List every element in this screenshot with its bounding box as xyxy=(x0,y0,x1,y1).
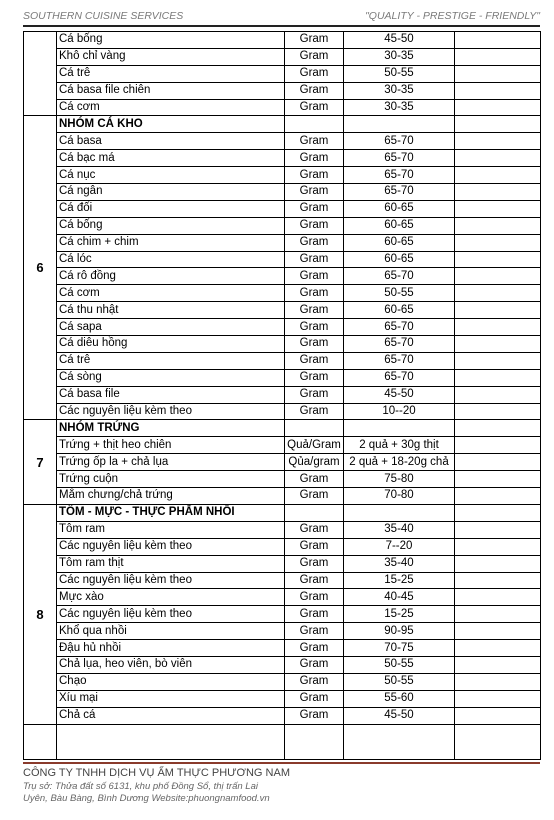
quantity-cell: 75-80 xyxy=(344,471,455,488)
quantity-cell: 50-55 xyxy=(344,673,455,690)
quantity-cell: 2 quả + 18-20g chả xyxy=(344,454,455,471)
table-row xyxy=(24,268,541,285)
note-cell xyxy=(455,184,541,201)
item-name: Cá nục xyxy=(57,167,285,184)
unit-cell: Gram xyxy=(285,234,344,251)
item-name: Cá bống xyxy=(57,32,285,49)
note-cell xyxy=(455,572,541,589)
unit-cell: Gram xyxy=(285,48,344,65)
unit-cell: Gram xyxy=(285,606,344,623)
unit-cell: Gram xyxy=(285,285,344,302)
table-row xyxy=(24,200,541,217)
note-cell xyxy=(455,555,541,572)
unit-cell: Gram xyxy=(285,251,344,268)
page-header xyxy=(23,10,540,24)
item-name: Các nguyên liệu kèm theo xyxy=(57,538,285,555)
note-cell xyxy=(455,82,541,99)
item-name: Cá sapa xyxy=(57,319,285,336)
group-number: 8 xyxy=(24,504,57,724)
note-cell xyxy=(455,352,541,369)
quantity-cell: 60-65 xyxy=(344,302,455,319)
note-cell xyxy=(455,589,541,606)
quantity-cell: 60-65 xyxy=(344,234,455,251)
unit-cell: Gram xyxy=(285,82,344,99)
item-name: Cá chim + chim xyxy=(57,234,285,251)
empty-cell xyxy=(344,724,455,759)
note-cell xyxy=(455,167,541,184)
table-row xyxy=(24,403,541,420)
empty-row xyxy=(24,724,541,759)
unit-cell: Gram xyxy=(285,521,344,538)
item-name: Cá bống xyxy=(57,217,285,234)
menu-table xyxy=(23,31,541,760)
quantity-cell: 50-55 xyxy=(344,65,455,82)
item-name: Trứng cuộn xyxy=(57,471,285,488)
table-row xyxy=(24,369,541,386)
quantity-cell xyxy=(344,420,455,437)
table-row xyxy=(24,386,541,403)
quantity-cell: 60-65 xyxy=(344,217,455,234)
note-cell xyxy=(455,336,541,353)
note-cell xyxy=(455,32,541,49)
group-title: TÔM - MỰC - THỰC PHẨM NHỒI xyxy=(57,504,285,521)
note-cell xyxy=(455,217,541,234)
unit-cell: Gram xyxy=(285,386,344,403)
item-name: Cá cơm xyxy=(57,99,285,116)
note-cell xyxy=(455,369,541,386)
note-cell xyxy=(455,471,541,488)
header-slogan: "QUALITY - PRESTIGE - FRIENDLY" xyxy=(365,10,540,22)
table-row xyxy=(24,251,541,268)
note-cell xyxy=(455,200,541,217)
table-row xyxy=(24,184,541,201)
note-cell xyxy=(455,656,541,673)
unit-cell: Gram xyxy=(285,336,344,353)
note-cell xyxy=(455,234,541,251)
table-row xyxy=(24,352,541,369)
item-name: Cá ngân xyxy=(57,184,285,201)
item-name: Cá rô đồng xyxy=(57,268,285,285)
note-cell xyxy=(455,268,541,285)
quantity-cell: 65-70 xyxy=(344,268,455,285)
item-name: Cá trê xyxy=(57,65,285,82)
item-name: Chả lụa, heo viên, bò viên xyxy=(57,656,285,673)
item-name: Các nguyên liệu kèm theo xyxy=(57,572,285,589)
unit-cell: Gram xyxy=(285,150,344,167)
quantity-cell: 65-70 xyxy=(344,184,455,201)
item-name: Xíu mại xyxy=(57,690,285,707)
note-cell xyxy=(455,48,541,65)
note-cell xyxy=(455,150,541,167)
item-name: Cá đối xyxy=(57,200,285,217)
group-title: NHÓM TRỨNG xyxy=(57,420,285,437)
table-row xyxy=(24,32,541,49)
item-name: Tôm ram xyxy=(57,521,285,538)
footer-company: CÔNG TY TNHH DỊCH VỤ ẨM THỰC PHƯƠNG NAM xyxy=(23,767,290,779)
unit-cell: Gram xyxy=(285,572,344,589)
item-name: Mắm chưng/chả trứng xyxy=(57,488,285,505)
table-row xyxy=(24,589,541,606)
table-row xyxy=(24,656,541,673)
item-name: Trứng ốp la + chả lụa xyxy=(57,454,285,471)
note-cell xyxy=(455,454,541,471)
unit-cell: Gram xyxy=(285,623,344,640)
table-row xyxy=(24,606,541,623)
table-row xyxy=(24,99,541,116)
table-row xyxy=(24,234,541,251)
unit-cell: Gram xyxy=(285,369,344,386)
quantity-cell: 40-45 xyxy=(344,589,455,606)
item-name: Trứng + thịt heo chiên xyxy=(57,437,285,454)
note-cell xyxy=(455,707,541,724)
quantity-cell: 35-40 xyxy=(344,521,455,538)
quantity-cell: 45-50 xyxy=(344,32,455,49)
unit-cell: Gram xyxy=(285,352,344,369)
unit-cell: Gram xyxy=(285,217,344,234)
empty-cell xyxy=(285,724,344,759)
unit-cell: Gram xyxy=(285,133,344,150)
unit-cell: Gram xyxy=(285,656,344,673)
footer-address-line1: Trụ sở: Thửa đất số 6131, khu phố Đồng Sổ, thị trấn Lai xyxy=(23,781,258,792)
note-cell xyxy=(455,65,541,82)
item-name: Cá trê xyxy=(57,352,285,369)
item-name: Các nguyên liệu kèm theo xyxy=(57,606,285,623)
unit-cell: Gram xyxy=(285,99,344,116)
unit-cell: Gram xyxy=(285,555,344,572)
quantity-cell: 90-95 xyxy=(344,623,455,640)
item-name: Cá diêu hồng xyxy=(57,336,285,353)
note-cell xyxy=(455,133,541,150)
quantity-cell: 65-70 xyxy=(344,352,455,369)
note-cell xyxy=(455,99,541,116)
quantity-cell: 50-55 xyxy=(344,285,455,302)
quantity-cell: 30-35 xyxy=(344,99,455,116)
unit-cell xyxy=(285,504,344,521)
note-cell xyxy=(455,319,541,336)
item-name: Các nguyên liệu kèm theo xyxy=(57,403,285,420)
item-name: Mực xào xyxy=(57,589,285,606)
note-cell xyxy=(455,251,541,268)
item-name: Cá basa file chiên xyxy=(57,82,285,99)
table-row xyxy=(24,285,541,302)
unit-cell: Gram xyxy=(285,302,344,319)
quantity-cell: 65-70 xyxy=(344,167,455,184)
note-cell xyxy=(455,690,541,707)
group-title-row xyxy=(24,420,541,437)
quantity-cell: 30-35 xyxy=(344,82,455,99)
quantity-cell: 65-70 xyxy=(344,336,455,353)
unit-cell: Gram xyxy=(285,65,344,82)
note-cell xyxy=(455,606,541,623)
table-row xyxy=(24,65,541,82)
unit-cell: Gram xyxy=(285,707,344,724)
empty-cell xyxy=(57,724,285,759)
item-name: Cá cơm xyxy=(57,285,285,302)
item-name: Cá basa xyxy=(57,133,285,150)
item-name: Tôm ram thịt xyxy=(57,555,285,572)
unit-cell xyxy=(285,116,344,133)
table-row xyxy=(24,82,541,99)
quantity-cell: 30-35 xyxy=(344,48,455,65)
table-row xyxy=(24,690,541,707)
group-number: 6 xyxy=(24,116,57,420)
unit-cell: Gram xyxy=(285,403,344,420)
note-cell xyxy=(455,285,541,302)
quantity-cell: 60-65 xyxy=(344,251,455,268)
quantity-cell: 15-25 xyxy=(344,572,455,589)
header-divider xyxy=(23,25,540,27)
unit-cell: Quả/Gram xyxy=(285,437,344,454)
table-row xyxy=(24,167,541,184)
table-row xyxy=(24,555,541,572)
quantity-cell: 55-60 xyxy=(344,690,455,707)
note-cell xyxy=(455,538,541,555)
quantity-cell: 10--20 xyxy=(344,403,455,420)
empty-cell xyxy=(24,724,57,759)
quantity-cell: 65-70 xyxy=(344,369,455,386)
quantity-cell: 70-75 xyxy=(344,640,455,657)
unit-cell: Gram xyxy=(285,319,344,336)
quantity-cell xyxy=(344,504,455,521)
quantity-cell: 50-55 xyxy=(344,656,455,673)
item-name: Cá lóc xyxy=(57,251,285,268)
item-name: Chạo xyxy=(57,673,285,690)
item-name: Khô chỉ vàng xyxy=(57,48,285,65)
group-title-row xyxy=(24,116,541,133)
note-cell xyxy=(455,640,541,657)
note-cell xyxy=(455,437,541,454)
note-cell xyxy=(455,403,541,420)
table-row xyxy=(24,302,541,319)
footer-address-line2: Uyên, Bàu Bàng, Bình Dương Website:phuongnamfood.vn xyxy=(23,793,270,804)
table-row xyxy=(24,319,541,336)
table-row xyxy=(24,623,541,640)
table-row xyxy=(24,150,541,167)
item-name: Cá basa file xyxy=(57,386,285,403)
item-name: Cá thu nhật xyxy=(57,302,285,319)
unit-cell: Gram xyxy=(285,184,344,201)
unit-cell: Gram xyxy=(285,690,344,707)
quantity-cell: 60-65 xyxy=(344,200,455,217)
menu-table-body xyxy=(24,32,541,760)
unit-cell: Gram xyxy=(285,200,344,217)
quantity-cell: 7--20 xyxy=(344,538,455,555)
note-cell xyxy=(455,623,541,640)
item-name: Cá sòng xyxy=(57,369,285,386)
quantity-cell: 2 quả + 30g thịt xyxy=(344,437,455,454)
table-row xyxy=(24,217,541,234)
footer-divider xyxy=(23,762,540,764)
table-row xyxy=(24,640,541,657)
table-row xyxy=(24,48,541,65)
unit-cell: Gram xyxy=(285,32,344,49)
quantity-cell: 35-40 xyxy=(344,555,455,572)
group-title-row xyxy=(24,504,541,521)
quantity-cell: 65-70 xyxy=(344,150,455,167)
group-number xyxy=(24,32,57,116)
table-row xyxy=(24,572,541,589)
note-cell xyxy=(455,673,541,690)
group-title: NHÓM CÁ KHO xyxy=(57,116,285,133)
table-row xyxy=(24,454,541,471)
group-number: 7 xyxy=(24,420,57,504)
table-row xyxy=(24,471,541,488)
note-cell xyxy=(455,521,541,538)
item-name: Đậu hủ nhồi xyxy=(57,640,285,657)
table-row xyxy=(24,336,541,353)
quantity-cell: 65-70 xyxy=(344,133,455,150)
table-row xyxy=(24,538,541,555)
table-row xyxy=(24,133,541,150)
item-name: Khổ qua nhồi xyxy=(57,623,285,640)
quantity-cell: 65-70 xyxy=(344,319,455,336)
quantity-cell: 45-50 xyxy=(344,386,455,403)
unit-cell: Qủa/gram xyxy=(285,454,344,471)
note-cell xyxy=(455,386,541,403)
quantity-cell: 70-80 xyxy=(344,488,455,505)
unit-cell: Gram xyxy=(285,538,344,555)
quantity-cell: 45-50 xyxy=(344,707,455,724)
item-name: Chả cá xyxy=(57,707,285,724)
unit-cell: Gram xyxy=(285,488,344,505)
unit-cell: Gram xyxy=(285,589,344,606)
unit-cell: Gram xyxy=(285,673,344,690)
item-name: Cá bạc má xyxy=(57,150,285,167)
unit-cell: Gram xyxy=(285,471,344,488)
quantity-cell: 15-25 xyxy=(344,606,455,623)
note-cell xyxy=(455,488,541,505)
header-brand: SOUTHERN CUISINE SERVICES xyxy=(23,10,184,22)
unit-cell: Gram xyxy=(285,167,344,184)
table-row xyxy=(24,521,541,538)
unit-cell: Gram xyxy=(285,640,344,657)
table-row xyxy=(24,437,541,454)
quantity-cell xyxy=(344,116,455,133)
note-cell xyxy=(455,504,541,521)
table-row xyxy=(24,707,541,724)
unit-cell xyxy=(285,420,344,437)
note-cell xyxy=(455,302,541,319)
note-cell xyxy=(455,116,541,133)
note-cell xyxy=(455,420,541,437)
table-row xyxy=(24,488,541,505)
unit-cell: Gram xyxy=(285,268,344,285)
empty-cell xyxy=(455,724,541,759)
table-row xyxy=(24,673,541,690)
